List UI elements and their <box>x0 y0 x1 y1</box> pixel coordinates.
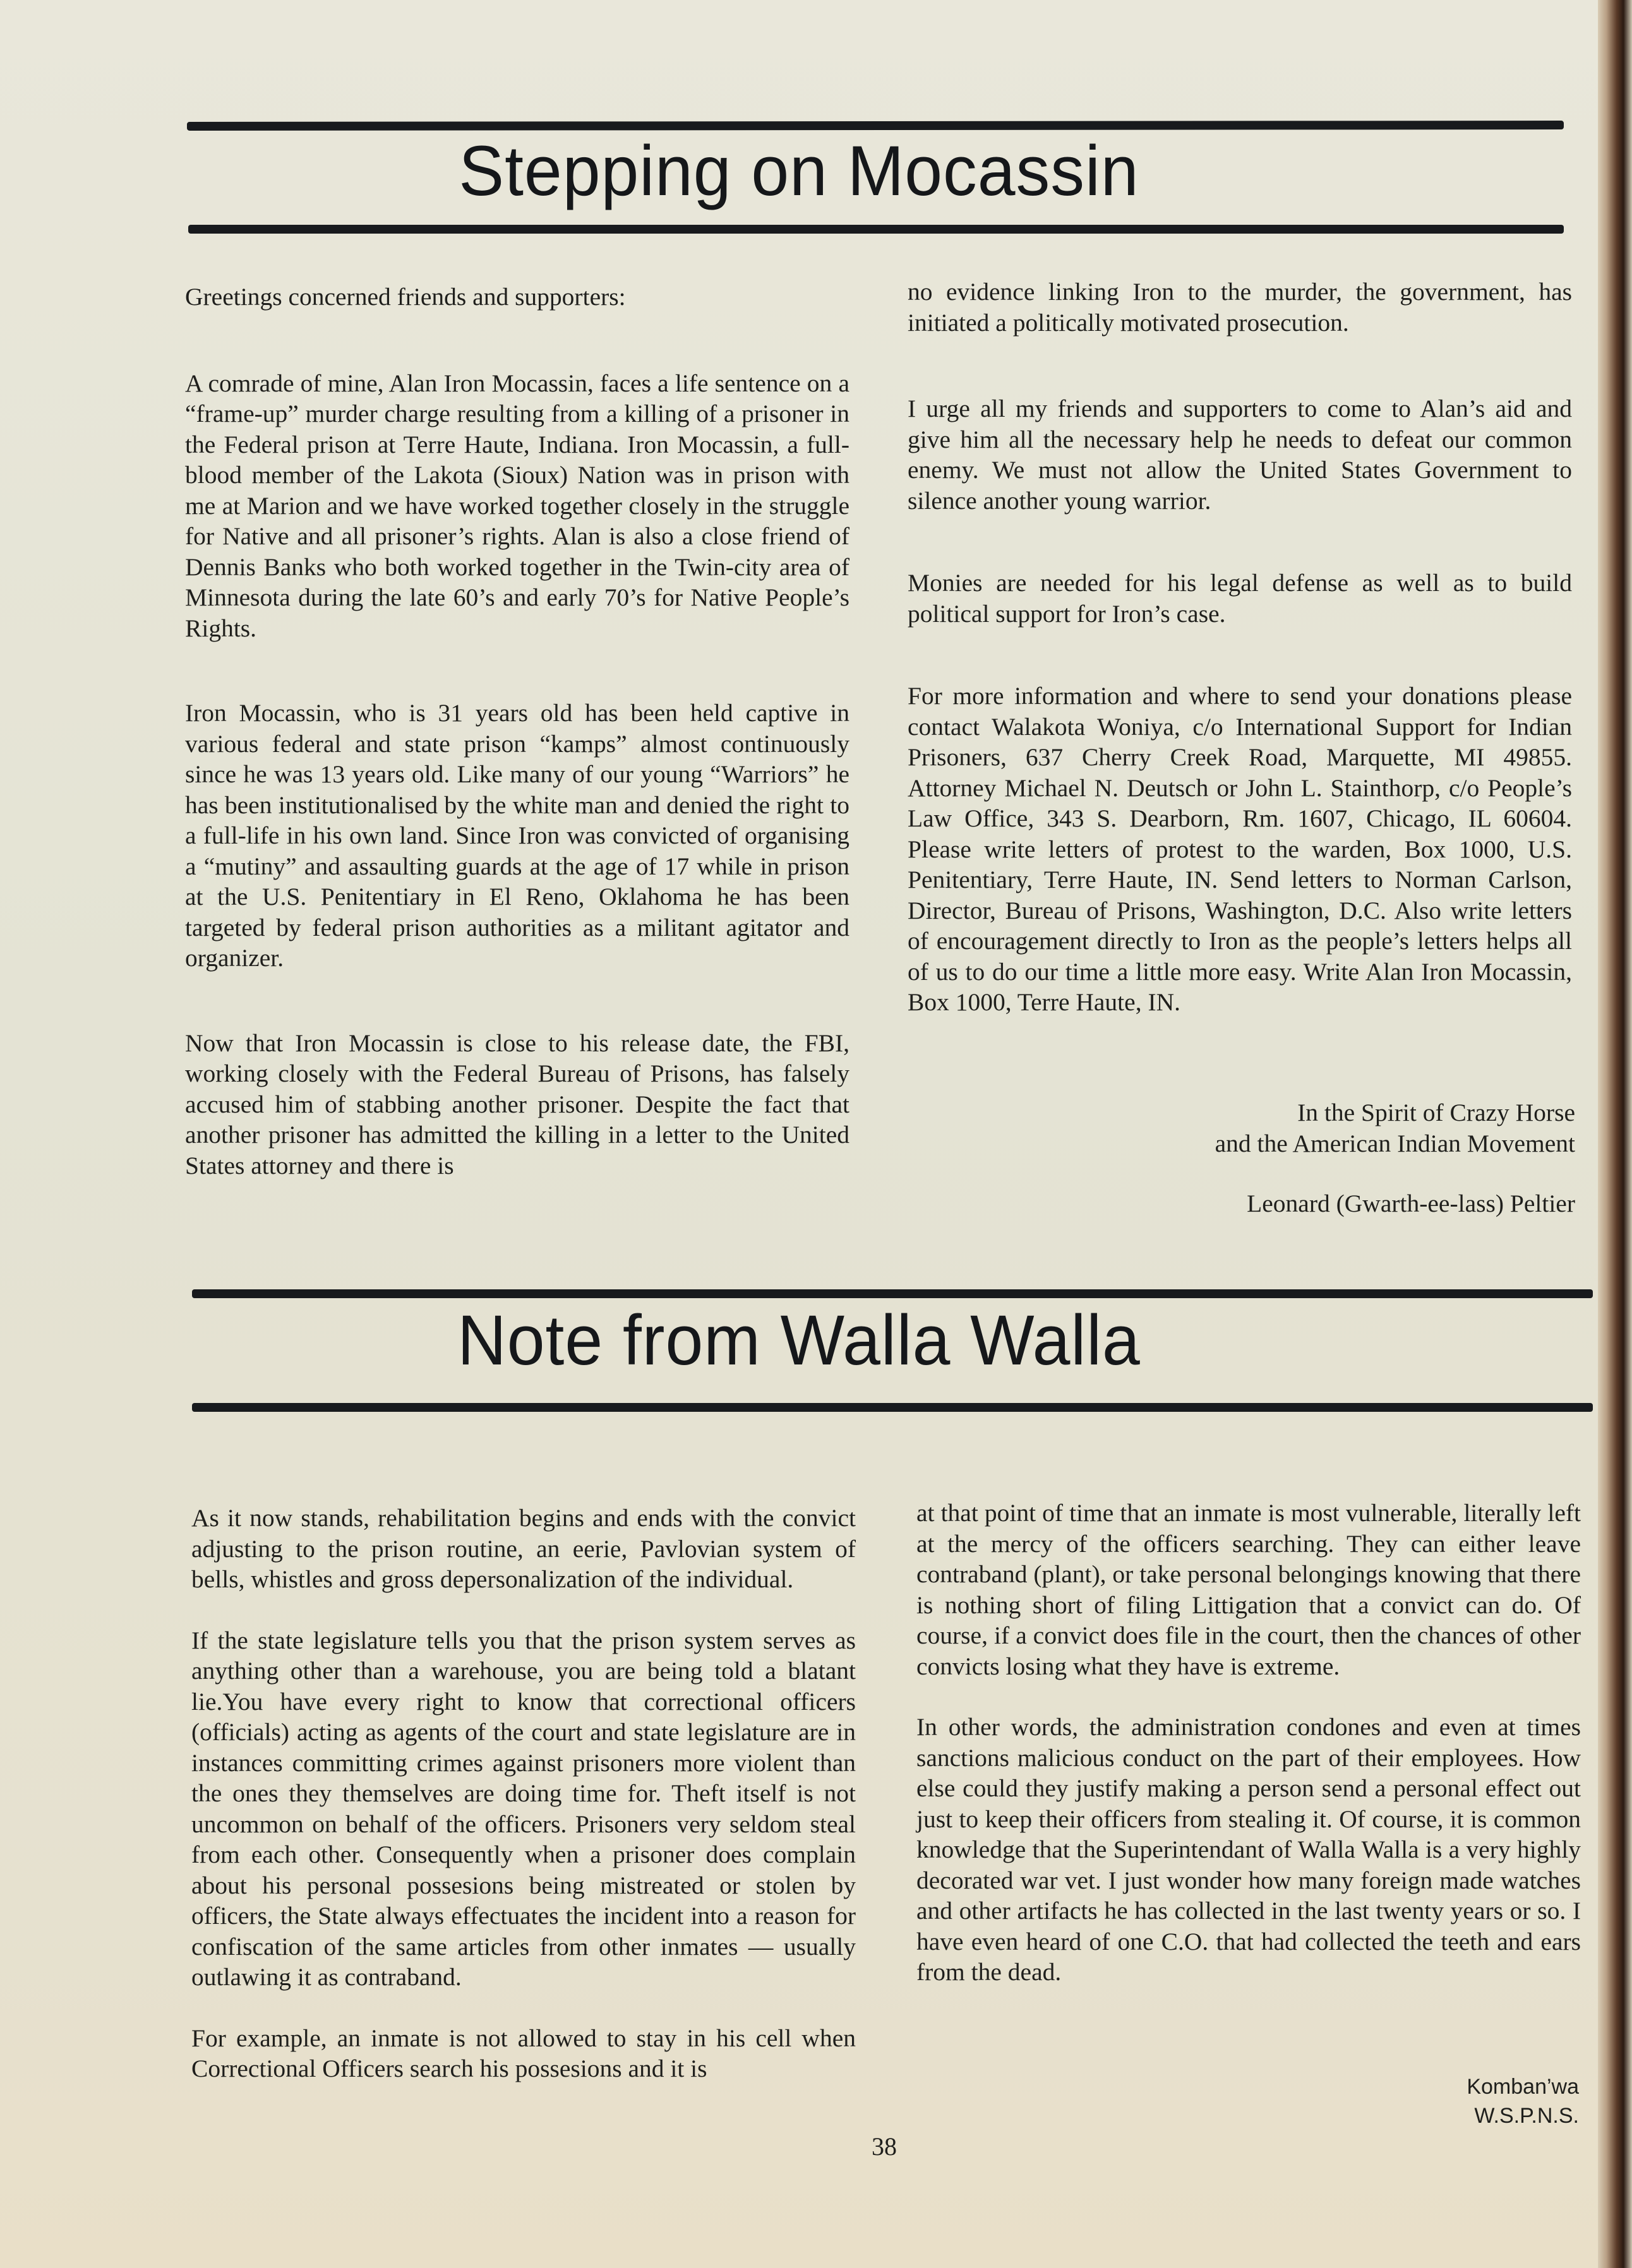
paragraph: Now that Iron Mocassin is close to his release date, the FBI, working closely with the Federal Bureau of Prisons, has falsely accused him of stabbing another prisoner. Despite the fact that another prisoner has admitted the killing in a letter to the United States attorney and there is <box>185 1029 849 1179</box>
signoff-block <box>1358 2072 1579 2130</box>
headline-rule-bottom <box>192 1403 1593 1412</box>
headline-rule-top <box>192 1289 1593 1298</box>
paragraph: Monies are needed for his legal defense as well as to build political support for Iron’s case. <box>908 569 1572 628</box>
page-number: 38 <box>872 2132 897 2161</box>
paragraph: As it now stands, rehabilitation begins and ends with the convict adjusting to the prison routine, an eerie, Pavlovian system of bells, whistles and gross depersonalization of the individual. <box>191 1504 856 1593</box>
paragraph: no evidence linking Iron to the murder, the government, has initiated a politically motivated prosecution. <box>908 278 1572 337</box>
article-right-column <box>908 277 1572 1048</box>
paragraph: For example, an inmate is not allowed to stay in his cell when Correctional Officers search his possesions and it is <box>191 2024 856 2082</box>
author-signature: Leonard (Gwarth-ee-lass) Peltier <box>1247 1190 1575 1217</box>
closing-line: and the American Indian Movement <box>1215 1130 1575 1157</box>
article-left-column <box>185 282 849 1211</box>
paragraph: If the state legislature tells you that the prison system serves as anything other than a warehouse, you are being told a blatant lie.You have every right to know that correctional officers (officials) acting as agents of the court and state legislature are in instances committing crimes against prisoners more violent than the ones they themselves are doing time for. Theft itself is not uncommon on behalf of the officers. Prisoners very seldom steal from each other. Consequently when a prisoner does complain about his personal possesions being mistreated or stolen by officers, the State always effectuates the incident into a reason for confiscation of the same articles from other inmates — usually outlawing it as contraband. <box>191 1626 856 1991</box>
paragraph: A comrade of mine, Alan Iron Mocassin, faces a life sentence on a “frame-up” murder charge resulting from a killing of a prisoner in the Federal prison at Terre Haute, Indiana. Iron Mocassin, a full-blood member of the Lakota (Sioux) Nation was in prison with me at Marion and we have worked together closely in the struggle for Native and all prisoner’s rights. Alan is also a close friend of Dennis Banks who both worked together in the Twin-city area of Minnesota during the late 60’s and early 70’s for Native People’s Rights. <box>185 369 849 642</box>
paragraph: In other words, the administration condones and even at times sanctions malicious conduct on the part of their employees. How else could they justify making a person send a personal effect out just to keep their officers from stealing it. Of course, it is common knowledge that the Superintendant of Walla Walla is a very highly decorated war vet. I just wonder how many foreign made watches and other artifacts he has collected in the last twenty years or so. I have even heard of one C.O. that had collected the teeth and ears from the dead. <box>916 1713 1581 1986</box>
article-right-column <box>916 1498 1581 2018</box>
paragraph: Iron Mocassin, who is 31 years old has been held captive in various federal and state prison “kamps” almost continuously since he was 13 years old. Like many of our young “Warriors” he has been institutionalised by the white man and denied the right to a full-life in his own land. Since Iron was convicted of organising a “mutiny” and assaulting guards at the age of 17 while in prison at the U.S. Penitentiary in El Reno, Oklahoma he has been targeted by federal prison authorities as a militant agitator and organizer. <box>185 699 849 972</box>
book-spine-gutter <box>1598 0 1632 2268</box>
closing-block <box>1074 1097 1575 1219</box>
salutation: Greetings concerned friends and supporters: <box>185 283 626 311</box>
article-title: Note from Walla Walla <box>457 1301 1141 1380</box>
signoff-line: Komban’wa <box>1467 2075 1579 2099</box>
headline-rule-bottom <box>188 225 1564 234</box>
paragraph: For more information and where to send your donations please contact Walakota Woniya, c/o International Support for Indian Prisoners, 637 Cherry Creek Road, Marquette, MI 49855. Attorney Michael N. Deutsch or John L. Stainthorp, c/o People’s Law Office, 343 S. Dearborn, Rm. 1607, Chicago, IL 60604. Please write letters of protest to the warden, Box 1000, U.S. Penitentiary, Terre Haute, IN. Send letters to Norman Carlson, Director, Bureau of Prisons, Washington, D.C. Also write letters of encouragement directly to Iron as the people’s letters helps all of us to do our time a little more easy. Write Alan Iron Mocassin, Box 1000, Terre Haute, IN. <box>908 682 1572 1016</box>
article-title: Stepping on Mocassin <box>459 131 1139 210</box>
headline-rule-top <box>187 121 1564 131</box>
article-left-column <box>191 1503 856 2115</box>
paragraph: I urge all my friends and supporters to come to Alan’s aid and give him all the necessary help he needs to defeat our common enemy. We must not allow the United States Government to silence another young warrior. <box>908 395 1572 515</box>
closing-line: In the Spirit of Crazy Horse <box>1297 1099 1575 1126</box>
paragraph: at that point of time that an inmate is most vulnerable, literally left at the mercy of the officers searching. They can either leave contraband (plant), or take personal belongings knowing that there is nothing short of filing Littigation that a convict can do. Of course, if a convict does file in the court, then the chances of other convicts losing what they have is extreme. <box>916 1499 1581 1680</box>
signoff-line: W.S.P.N.S. <box>1474 2104 1579 2128</box>
